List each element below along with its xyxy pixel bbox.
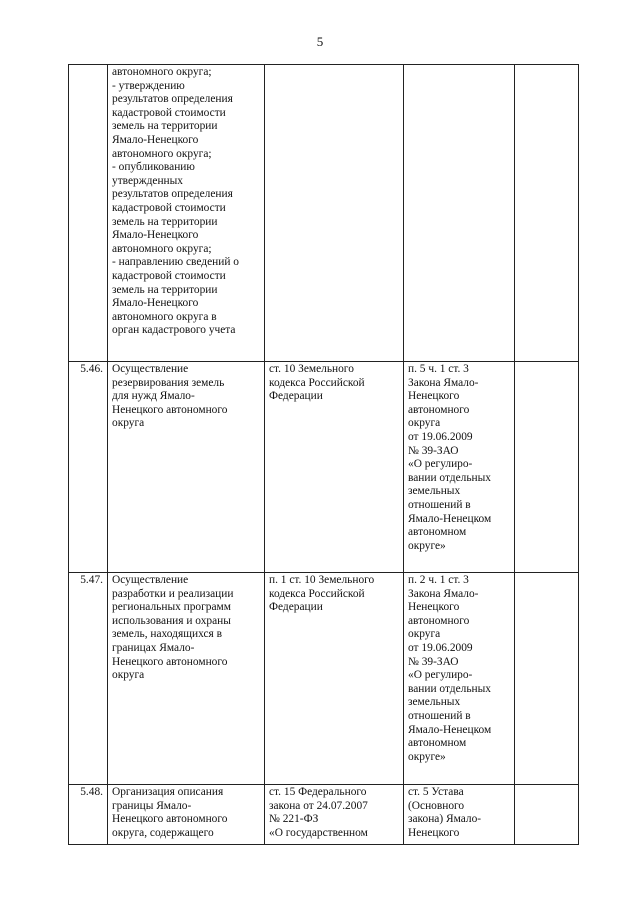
federal-law-reference-cell [265, 65, 404, 362]
cell-text-line: закона) Ямало- [408, 813, 482, 826]
cell-text-line: результатов определения [112, 188, 233, 201]
note-cell [515, 65, 579, 362]
row-number-cell [69, 65, 108, 362]
cell-text-line: № 39-ЗАО [408, 444, 459, 457]
cell-text-line: округа [408, 628, 441, 641]
cell-text-line: округа, содержащего [112, 826, 214, 839]
cell-text-line: округа [112, 669, 145, 682]
regional-law-reference-cell [404, 65, 515, 362]
cell-text-line: округе» [408, 750, 446, 763]
cell-text-line: п. 2 ч. 1 ст. 3 [408, 574, 469, 586]
cell-text-line: вании отдельных [408, 682, 491, 695]
cell-text-line: - утверждению [112, 79, 185, 92]
table-row [69, 785, 579, 845]
cell-text-line: «О государственном [269, 826, 368, 839]
cell-text-line: «О регулиро- [408, 669, 473, 682]
cell-text-line: отношений в [408, 498, 471, 511]
cell-text-line: кадастровой стоимости [112, 269, 226, 282]
cell-text-line: автономного округа; [112, 66, 212, 78]
cell-text-line: использования и охраны [112, 614, 231, 627]
table-body [69, 65, 579, 845]
cell-text-line: автономного округа в [112, 310, 217, 323]
cell-text-line: (Основного [408, 799, 465, 812]
cell-text-line: вании отдельных [408, 471, 491, 484]
table-row [69, 362, 579, 573]
cell-text-line: Ямало-Ненецком [408, 512, 492, 525]
cell-text-line: № 39-ЗАО [408, 655, 459, 668]
cell-text-line: Федерации [269, 390, 323, 403]
cell-text-line: № 221-ФЗ [269, 813, 319, 826]
regional-law-reference-cell [404, 362, 515, 573]
cell-text-line: автономного [408, 614, 470, 627]
cell-text-line: ст. 10 Земельного [269, 363, 354, 375]
cell-text-line: Осуществление [112, 574, 189, 586]
cell-text-line: - опубликованию [112, 161, 195, 174]
cell-text-line: земель на территории [112, 215, 218, 228]
cell-text-line: п. 5 ч. 1 ст. 3 [408, 363, 469, 375]
functions-table [68, 64, 579, 845]
cell-text-line: округа [112, 417, 145, 430]
cell-text-line: земель на территории [112, 283, 218, 296]
page-number: 5 [316, 34, 324, 49]
cell-text-line: кодекса Российской [269, 376, 365, 389]
cell-text-line: региональных программ [112, 601, 231, 614]
cell-text-line: округа [408, 417, 441, 430]
row-number-cell: 5.46. [69, 362, 108, 573]
cell-text-line: земель, находящихся в [112, 628, 222, 641]
authority-description-cell [108, 65, 265, 362]
cell-text-line: округе» [408, 539, 446, 552]
cell-text-line: Ненецкого [408, 390, 460, 403]
cell-text-line: автономного округа; [112, 242, 212, 255]
cell-text-line: п. 1 ст. 10 Земельного [269, 574, 375, 586]
cell-text-line: Осуществление [112, 363, 189, 375]
federal-law-reference-cell [265, 573, 404, 785]
row-number-cell: 5.47. [69, 573, 108, 785]
cell-text-line: Закона Ямало- [408, 376, 479, 389]
cell-text-line: Ненецкого [408, 826, 460, 839]
cell-text-line: - направлению сведений о [112, 256, 239, 269]
cell-text-line: автономного округа; [112, 147, 212, 160]
row-number-cell: 5.48. [69, 785, 108, 845]
cell-text-line: земельных [408, 696, 461, 709]
cell-text-line: Ямало-Ненецком [408, 723, 492, 736]
cell-text-line: разработки и реализации [112, 587, 234, 600]
cell-text-line: Закона Ямало- [408, 587, 479, 600]
table-row [69, 65, 579, 362]
cell-text-line: Ненецкого автономного [112, 403, 228, 416]
cell-text-line: от 19.06.2009 [408, 430, 473, 443]
cell-text-line: резервирования земель [112, 376, 225, 389]
cell-text-line: ст. 5 Устава [408, 786, 464, 798]
cell-text-line: земельных [408, 485, 461, 498]
federal-law-reference-cell [265, 785, 404, 845]
cell-text-line: Ямало-Ненецкого [112, 297, 199, 310]
cell-text-line: кодекса Российской [269, 587, 365, 600]
authority-description-cell [108, 362, 265, 573]
cell-text-line: автономном [408, 526, 467, 539]
cell-text-line: Ненецкого автономного [112, 813, 228, 826]
federal-law-reference-cell [265, 362, 404, 573]
cell-text-line: орган кадастрового учета [112, 324, 236, 337]
cell-text-line: результатов определения [112, 93, 233, 106]
regional-law-reference-cell [404, 573, 515, 785]
cell-text-line: автономного [408, 403, 470, 416]
cell-text-line: границах Ямало- [112, 641, 195, 654]
cell-text-line: Ненецкого автономного [112, 655, 228, 668]
cell-text-line: границы Ямало- [112, 799, 192, 812]
authority-description-cell [108, 573, 265, 785]
cell-text-line: Организация описания [112, 786, 224, 798]
cell-text-line: Ненецкого [408, 601, 460, 614]
cell-text-line: земель на территории [112, 120, 218, 133]
note-cell [515, 785, 579, 845]
cell-text-line: утвержденных [112, 174, 183, 187]
cell-text-line: Ямало-Ненецкого [112, 229, 199, 242]
cell-text-line: от 19.06.2009 [408, 641, 473, 654]
cell-text-line: автономном [408, 737, 467, 750]
cell-text-line: ст. 15 Федерального [269, 786, 367, 798]
cell-text-line: Федерации [269, 601, 323, 614]
cell-text-line: закона от 24.07.2007 [269, 799, 368, 812]
table-row [69, 573, 579, 785]
cell-text-line: для нужд Ямало- [112, 390, 195, 403]
cell-text-line: Ямало-Ненецкого [112, 133, 199, 146]
cell-text-line: «О регулиро- [408, 458, 473, 471]
cell-text-line: кадастровой стоимости [112, 106, 226, 119]
authority-description-cell [108, 785, 265, 845]
note-cell [515, 573, 579, 785]
note-cell [515, 362, 579, 573]
cell-text-line: кадастровой стоимости [112, 201, 226, 214]
cell-text-line: отношений в [408, 709, 471, 722]
regional-law-reference-cell [404, 785, 515, 845]
